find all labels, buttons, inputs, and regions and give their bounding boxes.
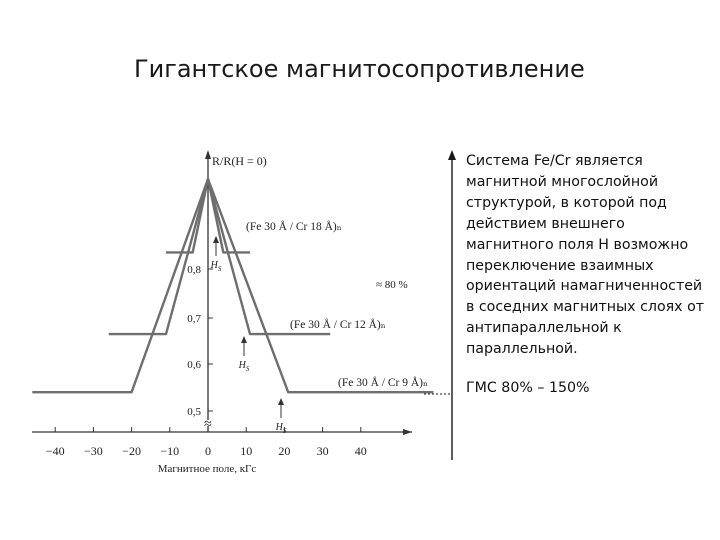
y-axis-break: ≈: [204, 417, 212, 432]
series-line: [109, 179, 331, 334]
y-axis-arrow: [205, 150, 211, 159]
hs-arrow-head: [241, 336, 247, 343]
series-label: (Fe 30 Å / Cr 18 Å)ₙ: [246, 221, 342, 233]
x-axis-arrow: [403, 429, 412, 435]
hs-label: $H_S$: [210, 260, 222, 273]
y-tick-label: 0,8: [187, 264, 201, 276]
hs-label: $H_S$: [238, 360, 250, 373]
slide-title: Гигантское магнитосопротивление: [134, 55, 585, 83]
x-tick-label: 10: [240, 444, 253, 458]
hs-arrow-head: [213, 236, 219, 243]
percent-arrow-head: [448, 150, 456, 160]
y-axis-title: R/R(H = 0): [212, 154, 267, 168]
hs-arrow-head: [278, 398, 284, 405]
x-tick-label: −30: [84, 444, 103, 458]
series-line: [32, 179, 433, 392]
x-axis-title: Магнитное поле, кГс: [157, 463, 257, 475]
x-tick-label: 0: [205, 444, 211, 458]
y-tick-label: 0,5: [187, 406, 201, 418]
hs-label: $H_S$: [275, 422, 287, 435]
x-tick-label: 20: [278, 444, 291, 458]
series-label: (Fe 30 Å / Cr 12 Å)ₙ: [290, 319, 386, 331]
description-text: Система Fe/Cr является магнитной многослойной структурой, в которой под действием внешнего магнитного поля H возможно переключение взаимных ориентаций намагниченностей в соседних магнитных слоях от антипараллельной к параллельной.: [466, 153, 705, 358]
description-panel: [466, 151, 710, 399]
x-tick-label: 40: [354, 444, 367, 458]
x-tick-label: −40: [45, 444, 65, 458]
y-tick-label: 0,6: [187, 359, 201, 371]
x-tick-label: −10: [160, 444, 180, 458]
series-label: (Fe 30 Å / Cr 9 Å)ₙ: [338, 377, 428, 389]
x-tick-label: 30: [316, 444, 329, 458]
percent-annotation: ≈ 80 %: [376, 279, 408, 291]
gmr-range-text: ГМС 80% – 150%: [466, 380, 590, 397]
x-tick-label: −20: [122, 444, 141, 458]
y-tick-label: 0,7: [187, 313, 201, 325]
